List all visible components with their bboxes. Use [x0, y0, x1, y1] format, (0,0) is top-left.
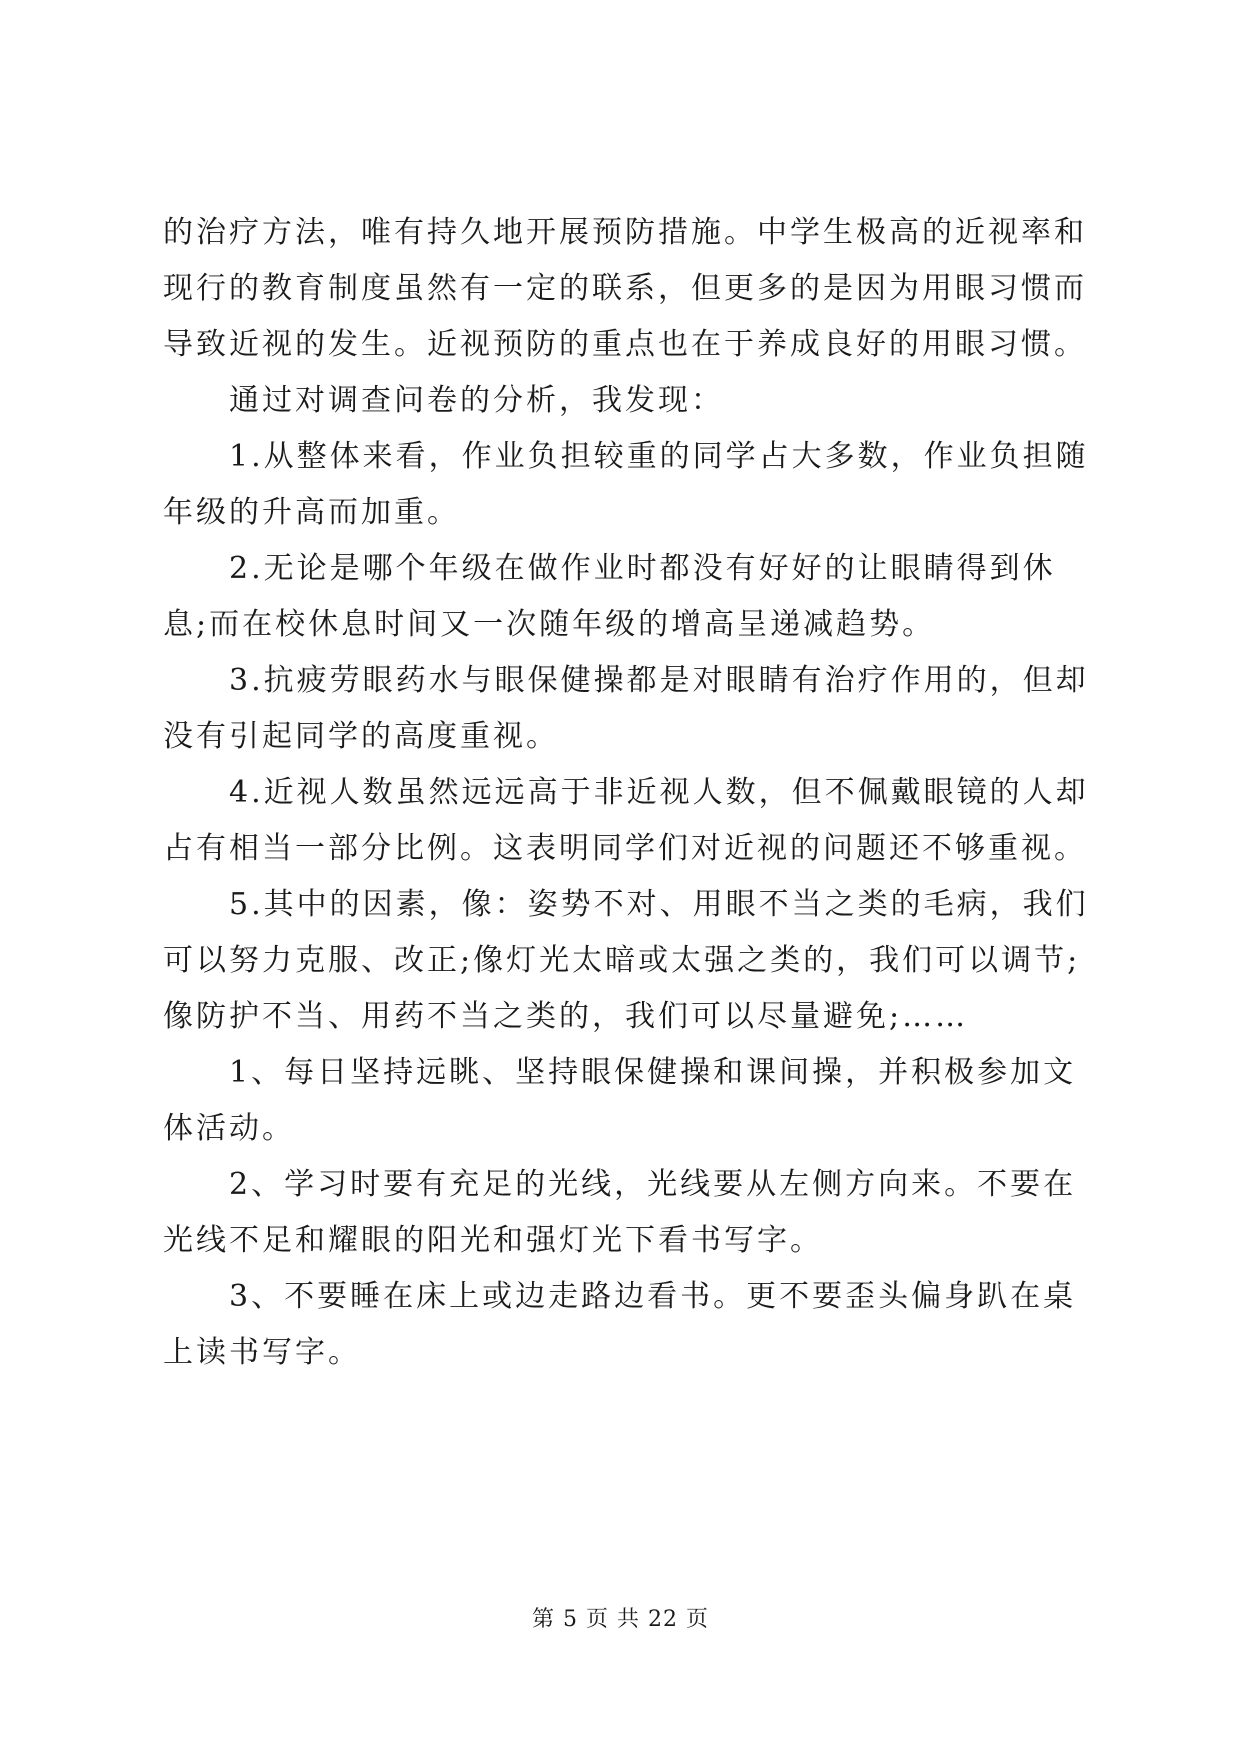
text-line: 体活动。: [163, 1111, 295, 1146]
text-line: 2.无论是哪个年级在做作业时都没有好好的让眼睛得到休: [229, 551, 1056, 586]
text-line: 5.其中的因素，像：姿势不对、用眼不当之类的毛病，我们: [229, 887, 1089, 922]
text-line: 1.从整体来看，作业负担较重的同学占大多数，作业负担随: [229, 439, 1089, 474]
text-line: 占有相当一部分比例。这表明同学们对近视的问题还不够重视。: [163, 831, 1087, 866]
text-line: 像防护不当、用药不当之类的，我们可以尽量避免;……: [163, 999, 969, 1034]
text-line: 导致近视的发生。近视预防的重点也在于养成良好的用眼习惯。: [163, 327, 1087, 362]
text-line: 现行的教育制度虽然有一定的联系，但更多的是因为用眼习惯而: [163, 271, 1087, 306]
text-line: 没有引起同学的高度重视。: [163, 719, 559, 754]
text-line: 可以努力克服、改正;像灯光太暗或太强之类的，我们可以调节;: [163, 943, 1081, 978]
page-number-footer: 第 5 页 共 22 页: [532, 1607, 709, 1632]
text-line: 4.近视人数虽然远远高于非近视人数，但不佩戴眼镜的人却: [229, 775, 1089, 810]
text-line: 上读书写字。: [163, 1335, 361, 1370]
text-line: 通过对调查问卷的分析，我发现：: [229, 383, 724, 418]
text-line: 年级的升高而加重。: [163, 495, 460, 530]
text-line: 光线不足和耀眼的阳光和强灯光下看书写字。: [163, 1223, 823, 1258]
text-line: 3.抗疲劳眼药水与眼保健操都是对眼睛有治疗作用的，但却: [229, 663, 1089, 698]
text-line: 2、学习时要有充足的光线，光线要从左侧方向来。不要在: [229, 1167, 1077, 1202]
text-line: 3、不要睡在床上或边走路边看书。更不要歪头偏身趴在桌: [229, 1279, 1077, 1314]
text-line: 的治疗方法，唯有持久地开展预防措施。中学生极高的近视率和: [163, 215, 1087, 250]
text-line: 息;而在校休息时间又一次随年级的增高呈递减趋势。: [163, 607, 936, 642]
text-line: 1、每日坚持远眺、坚持眼保健操和课间操，并积极参加文: [229, 1055, 1077, 1090]
